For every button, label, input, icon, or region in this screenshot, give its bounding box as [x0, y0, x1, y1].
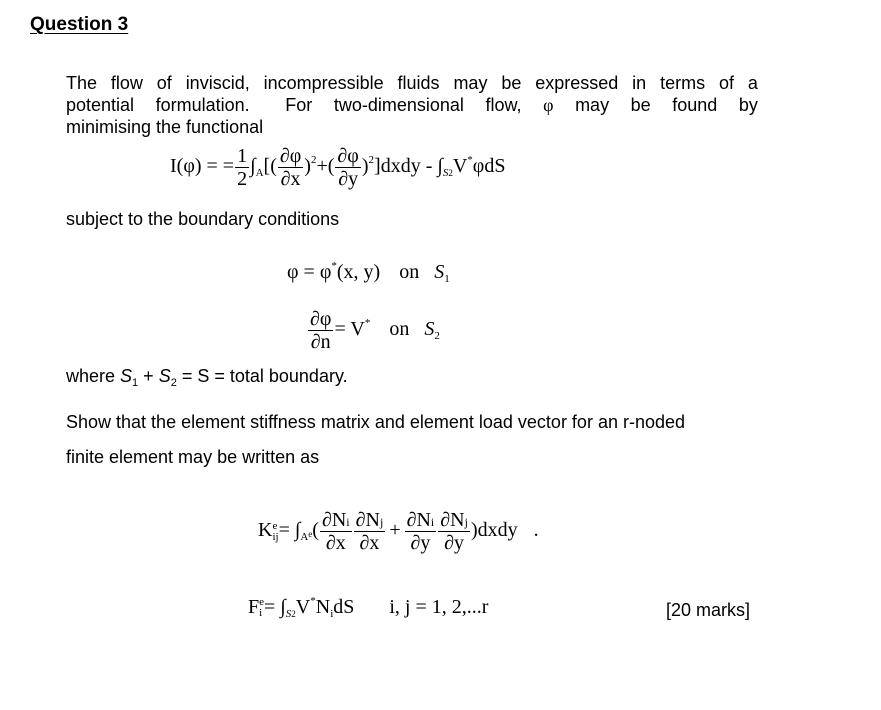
dNj-dx-fraction: $\frac{\partial Nj}{\partial x}$ [355, 509, 384, 554]
dNj-dy-fraction: $\frac{\partial Nj}{\partial y}$ [440, 509, 468, 554]
show-line-2: finite element may be written as [66, 447, 320, 467]
dNi-dy-fraction: $\frac{\partial Ni}{\partial y}$ [406, 509, 435, 554]
stiffness-matrix-equation: K e ij = $\int_Ae$( $\frac{\partial Ni}{\partial x}$ $\frac{\partial Nj}{\partial x}$ + $\frac{\partial Ni}{\partial y}$ $\frac{\partial Nj}{\partial y}$ )dxdy . [258, 509, 539, 554]
dphi-dn-fraction: $\frac{\partial\varphi}{\partial n}$ [310, 308, 332, 353]
boundary-condition-1: φ = φ*(x, y) on $S_1$ [287, 260, 450, 285]
dNi-dx-fraction: $\frac{\partial Ni}{\partial x}$ [321, 509, 350, 554]
where-line: where $S_1 + S_2 = S$ = total boundary. [66, 366, 348, 389]
intro-line-1: The flow of inviscid, incompressible fluids may be expressed in terms of a [66, 73, 758, 93]
boundary-condition-2: $\frac{\partial\varphi}{\partial n}$ = V* on $S_2$ [310, 308, 440, 353]
load-vector-equation: F e i = $\int_{S2}V^*N_idS$ i, j = 1, 2,...r [248, 595, 489, 620]
bc-intro: subject to the boundary conditions [66, 209, 340, 229]
dphi-dx-fraction: $\frac{\partial\varphi}{\partial x}$ [279, 145, 302, 190]
functional-equation: I(φ) = = $\frac{1}{2}$ $\int_A$[( $\frac{\partial\varphi}{\partial x}$ )$^2$+( $\frac{\partial\varphi}{\partial y}$ )$^2$]dxdy - $\int_{S2}V^*\varphi dS$ [170, 145, 506, 190]
question-heading: Question 3 [30, 14, 129, 35]
dphi-dy-fraction: $\frac{\partial\varphi}{\partial y}$ [337, 145, 359, 190]
half-fraction: $\frac{1}{2}$ [237, 145, 248, 190]
show-line-1: Show that the element stiffness matrix and element load vector for an r-noded [66, 412, 686, 432]
marks-label: [20 marks] [666, 600, 751, 620]
intro-line-3: minimising the functional [66, 117, 264, 137]
intro-paragraph [66, 72, 758, 138]
intro-line-2: potential formulation. For two-dimensional flow, φ may be found by [66, 95, 758, 115]
